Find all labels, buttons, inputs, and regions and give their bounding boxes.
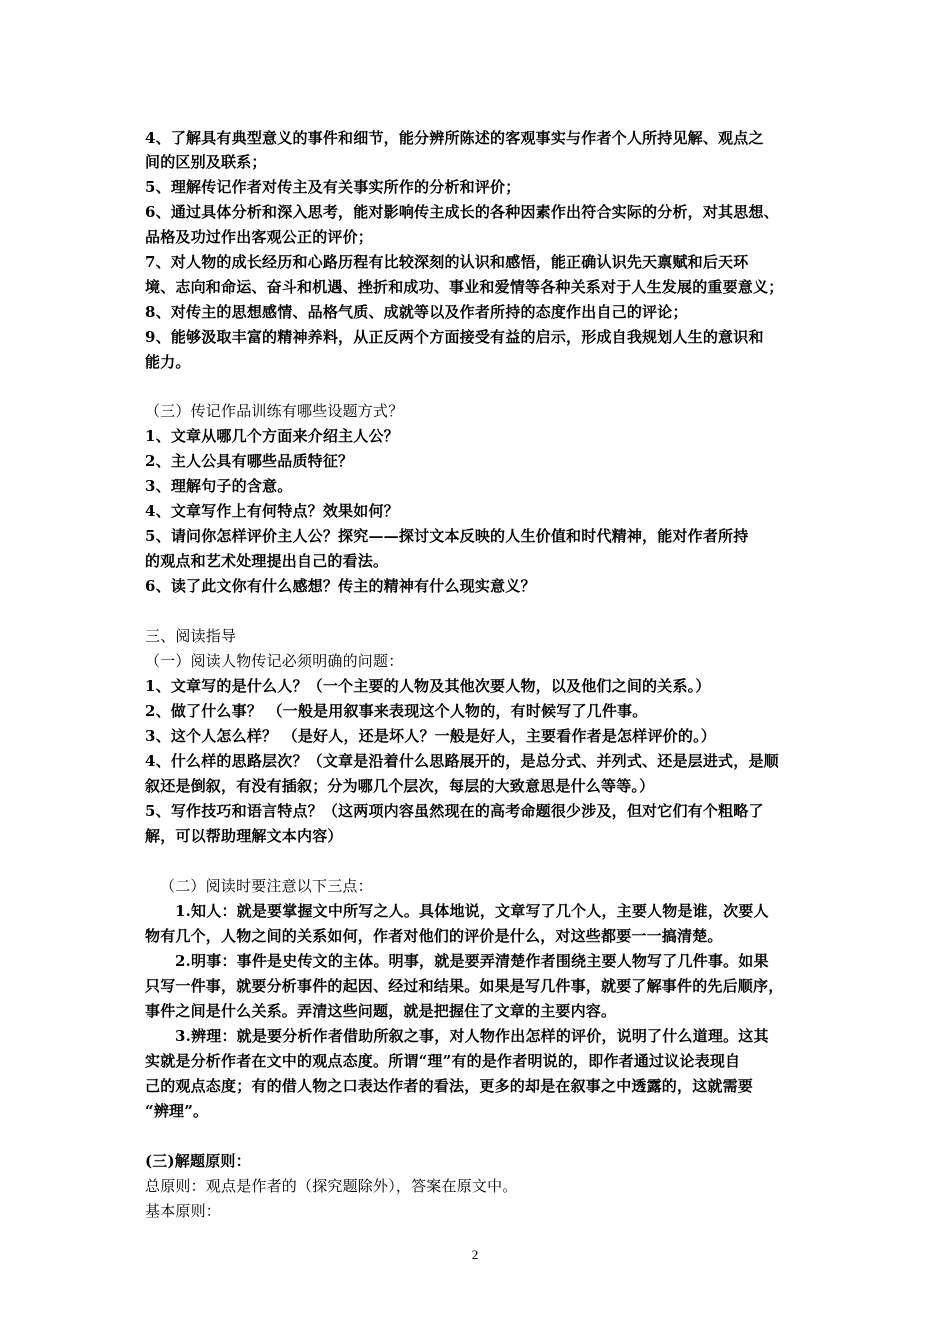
text-line: 总原则：观点是作者的（探究题除外），答案在原文中。 [145,1177,518,1195]
text-line: 基本原则： [145,1202,222,1220]
text-line: 实就是分析作者在文中的观点态度。所谓“理”有的是作者明说的，即作者通过议论表现自 [145,1052,741,1070]
text-line: 1、文章从哪几个方面来介绍主人公？ [145,427,399,445]
text-line: 8、对传主的思想感情、品格气质、成就等以及作者所持的态度作出自己的评论； [145,303,688,321]
text-line: 5、理解传记作者对传主及有关事实所作的分析和评价； [145,178,521,196]
text-line: 1.知人：就是要掌握文中所写之人。具体地说，文章写了几个人，主要人物是谁，次要人 [175,902,769,920]
text-line: 只写一件事，就要分析事件的起因、经过和结果。如果是写几件事，就要了解事件的先后顺序， [145,977,784,995]
text-line: 叙还是倒叙，有没有插叙；分为哪几个层次，每层的大致意思是什么等等。） [145,777,655,795]
text-line: 3、这个人怎么样？ （是好人，还是坏人？一般是好人，主要看作者是怎样评价的。） [145,727,716,745]
text-line: 5、写作技巧和语言特点？（这两项内容虽然现在的高考命题很少涉及，但对它们有个粗略了 [145,802,764,820]
text-line: 品格及功过作出客观公正的评价； [145,228,374,246]
text-line: 间的区别及联系； [145,153,267,171]
text-line: 能力。 [145,353,191,371]
text-line: 2、主人公具有哪些品质特征？ [145,452,354,470]
text-line: 3.辨理：就是要分析作者借助所叙之事，对人物作出怎样的评价，说明了什么道理。这其 [175,1027,769,1045]
text-line: 5、请问你怎样评价主人公？探究——探讨文本反映的人生价值和时代精神，能对作者所持 [145,527,749,545]
text-line: 2、做了什么事？ （一般是用叙事来表现这个人物的，有时候写了几件事。 [145,702,648,720]
text-line: 己的观点态度；有的借人物之口表达作者的看法，更多的却是在叙事之中透露的，这就需要 [145,1077,754,1095]
section-heading: 三、阅读指导 [145,627,237,645]
text-line: 6、通过具体分析和深入思考，能对影响传主成长的各种因素作出符合实际的分析，对其思想、 [145,203,779,221]
section-heading: （三）传记作品训练有哪些设题方式？ [145,402,404,420]
text-line: 3、理解句子的含意。 [145,477,293,495]
text-line: “辨理”。 [145,1102,209,1120]
text-line: 境、志向和命运、奋斗和机遇、挫折和成功、事业和爱情等各种关系对于人生发展的重要意义； [145,278,784,296]
section-heading: (三)解题原则： [145,1152,251,1170]
section-heading: （二）阅读时要注意以下三点： [160,877,373,895]
section-heading: （一）阅读人物传记必须明确的问题： [145,652,404,670]
text-line: 事件之间是什么关系。弄清这些问题，就是把握住了文章的主要内容。 [145,1002,617,1020]
text-line: 4、文章写作上有何特点？效果如何？ [145,502,399,520]
text-line: 物有几个，人物之间的关系如何，作者对他们的评价是什么，对这些都要一一搞清楚。 [145,927,723,945]
text-line: 解，可以帮助理解文本内容） [145,827,343,845]
page-number: 2 [471,1247,479,1262]
text-line: 4、什么样的思路层次？（文章是沿着什么思路展开的，是总分式、并列式、还是层进式，是顺 [145,752,779,770]
text-line: 7、对人物的成长经历和心路历程有比较深刻的认识和感悟，能正确认识先天禀赋和后天环 [145,253,749,271]
text-line: 6、读了此文你有什么感想？传主的精神有什么现实意义？ [145,577,536,595]
text-line: 的观点和艺术处理提出自己的看法。 [145,552,389,570]
text-line: 4、了解具有典型意义的事件和细节，能分辨所陈述的客观事实与作者个人所持见解、观点之 [145,129,764,147]
text-line: 2.明事：事件是史传文的主体。明事，就是要弄清楚作者围绕主要人物写了几件事。如果 [175,952,769,970]
text-line: 9、能够汲取丰富的精神养料，从正反两个方面接受有益的启示，形成自我规划人生的意识和 [145,328,764,346]
text-line: 1、文章写的是什么人？（一个主要的人物及其他次要人物，以及他们之间的关系。） [145,677,711,695]
